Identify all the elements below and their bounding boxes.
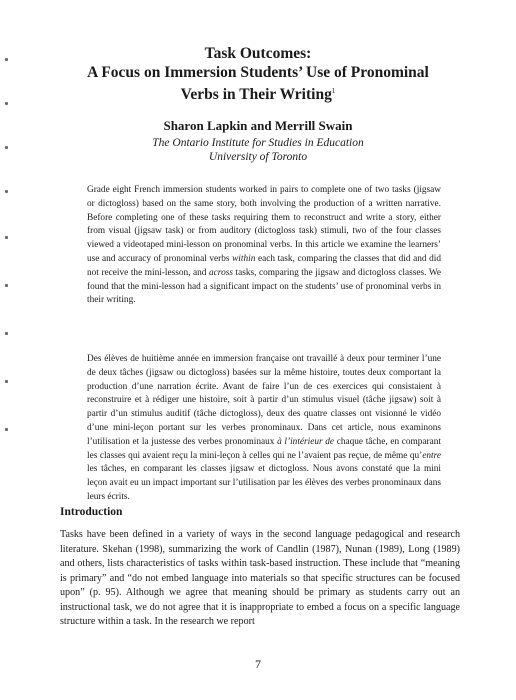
abstract-text: each task, comparing the classes that did and did not receive the mini-lesson, and [87, 253, 442, 278]
title-line: Task Outcomes: [204, 45, 312, 62]
abstract-english [87, 184, 441, 308]
abstract-text: Des élèves de huitième année en immersion française ont travaillé à deux pour terminer l’une de deux tâches (jigsaw ou dictogloss) basées sur la même histoire, toutes deux comportant la production d’une narration écrite. Avant de faire l’un de ces exercices qui consistaient à reconstruire et à rédiger une histoire, soit à partir d’un stimulus visuel (tâche jigsaw) soit à partir d’un stimulus auditif (tâche dictogloss), deux des quatre classes ont visionné le vidéo d’une mini-leçon portant sur les verbes pronominaux. Dans cet article, nous examinons l’utilisation et la justesse des verbes pronominaux [87, 354, 441, 447]
scan-margin-mark [5, 190, 8, 193]
emphasis-across: across [209, 267, 233, 278]
footnote-marker: 1 [331, 87, 336, 95]
page-number: 7 [255, 657, 261, 671]
abstract-french-paragraph [87, 353, 441, 505]
emphasis-within: within [232, 253, 256, 264]
abstract-text: tasks, comparing the jigsaw and dictogloss classes. We found that the mini-lesson had a significant impact on the students’ use of pronominal verbs in their writing. [87, 267, 441, 306]
article-title [0, 44, 516, 104]
scan-margin-mark [5, 428, 8, 431]
abstract-text: chaque tâche, en comparant les classes qui avaient reçu la mini-leçon à celles qui ne l’avaient pas reçue, de même qu’ [87, 436, 441, 461]
abstract-text: les tâches, en comparant les classes jigsaw et dictogloss. Nous avons constaté que la mini leçon avait eu un impact important sur l’utilisation par les élèves des verbes pronominaux dans leurs écrits. [87, 464, 441, 502]
title-line [0, 82, 516, 104]
scan-margin-mark [5, 236, 8, 239]
body-paragraph: Tasks have been defined in a variety of ways in the second language pedagogical and research literature. Skehan (1998), summarizing the work of Candlin (1987), Nunan (1989), Long (1989) and others, lists characteristics of tasks within task-based instruction. These include that “meaning is primary” and “do not embed language into materials so that specific structures can be focused upon” (p. 95). Although we agree that meaning should be primary as students carry out an instructional task, we do not agree that it is inappropriate to embed a focus on a specific language structure within a task. In the research we report [60, 529, 460, 627]
scan-margin-mark [5, 380, 8, 383]
section-heading: Introduction [60, 506, 123, 518]
abstract-english-paragraph [87, 184, 441, 308]
author-affiliation [0, 136, 516, 164]
abstract-text: Grade eight French immersion students worked in pairs to complete one of two tasks (jigsaw or dictogloss) based on the same story, both involving the production of a written narrative. Before completing one of these tasks requiring them to reconstruct and write a story, either from visual (jigsaw task) or from auditory (dictogloss task) stimuli, two of the four classes viewed a videotaped mini-lesson on pronominal verbs. In this article we examine the learners’ use and accuracy of pronominal verbs [87, 185, 441, 264]
introduction-body [60, 528, 460, 630]
emphasis-interieur: à l’intérieur de [277, 436, 335, 447]
title-line-text: Verbs in Their Writing [180, 86, 332, 104]
scan-margin-mark [5, 332, 8, 335]
author-names: Sharon Lapkin and Merrill Swain [163, 118, 353, 133]
emphasis-entre: entre [422, 450, 441, 461]
scan-margin-mark [5, 284, 8, 287]
title-line: A Focus on Immersion Students’ Use of Pronominal [87, 64, 429, 81]
affiliation-institute: The Ontario Institute for Studies in Education [152, 137, 364, 149]
affiliation-university: University of Toronto [208, 151, 308, 163]
abstract-french [87, 353, 441, 505]
